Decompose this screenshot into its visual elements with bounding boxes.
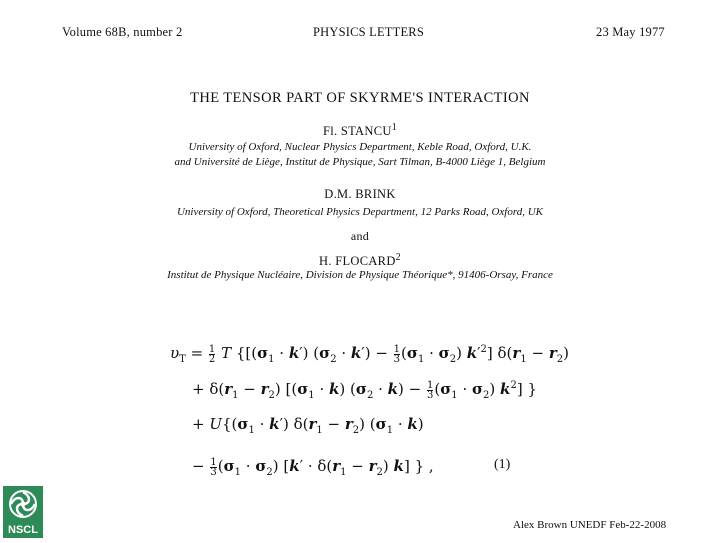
paper-title: THE TENSOR PART OF SKYRME'S INTERACTION: [190, 90, 530, 106]
nscl-swirl-icon: [3, 486, 43, 538]
author-name: H. FLOCARD$^2$: [319, 252, 401, 269]
volume-label: Volume 68B, number 2: [62, 25, 183, 39]
equation-line-1: $\upsilon_T$ = $\frac{1}{2}$ T {[$(\sigma_1 \cdot k') (\sigma_2 \cdot k')$ − $\frac{1}{3}$ $(\sigma_1 \cdot \sigma_2)$ $k'^2$] $\delta(r_1 - r_2)$: [170, 343, 569, 365]
conjunction: and: [350, 229, 370, 243]
author-affiliation: and Université de Liège, Institut de Physique, Sart Tilman, B-4000 Liège 1, Belgium: [174, 156, 546, 168]
author-affiliation: University of Oxford, Theoretical Physics Department, 12 Parks Road, Oxford, UK: [176, 206, 543, 218]
issue-date: 23 May 1977: [596, 25, 665, 39]
equation-number: (1): [494, 457, 511, 472]
journal-name: PHYSICS LETTERS: [313, 25, 425, 39]
author-affiliation: Institut de Physique Nucléaire, Division de Physique Théorique*, 91406-Orsay, France: [167, 269, 553, 281]
equation-line-2: + $\delta(r_1 - r_2) [(\sigma_1 \cdot k) (\sigma_2 \cdot k)$ − $\frac{1}{3}$ $(\sigma_1 \cdot \sigma_2)$ $k^2$] }: [192, 379, 537, 401]
nscl-logo: [3, 486, 43, 538]
equation-line-3: + $U\{(\sigma_1 \cdot k') \delta(r_1 - r_2) (\sigma_1 \cdot k)$: [192, 415, 424, 436]
author-name: D.M. BRINK: [324, 187, 396, 201]
footer-credit: Alex Brown UNEDF Feb-22-2008: [513, 519, 667, 531]
svg-text:NSCL: NSCL: [8, 524, 38, 536]
author-name: Fl. STANCU$^1$: [323, 122, 397, 139]
author-affiliation: University of Oxford, Nuclear Physics Department, Keble Road, Oxford, U.K.: [188, 141, 532, 153]
equation-line-4: − $\frac{1}{3}$ $(\sigma_1 \cdot \sigma_2) [k' \cdot \delta(r_1 - r_2)$ k] } ,: [192, 456, 434, 478]
